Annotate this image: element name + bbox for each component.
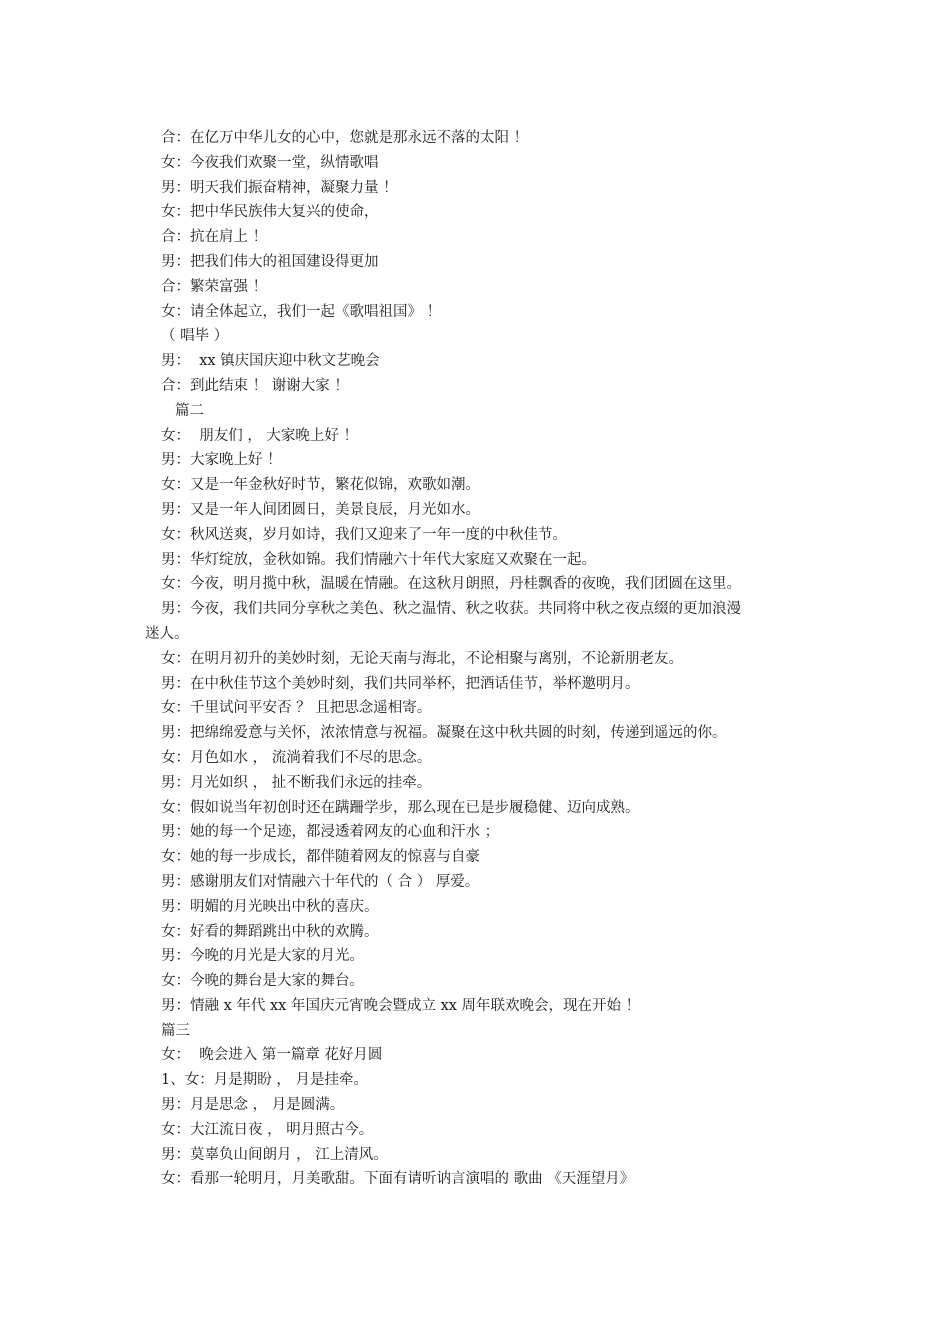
text-line: 女：大江流日夜 ， 明月照古今。 [161,1121,374,1138]
text-line: 女：今夜我们欢聚一堂，纵情歌唱 [161,154,379,171]
text-line: 女：又是一年金秋好时节，繁花似锦，欢歌如潮。 [161,477,480,494]
text-line: 女：在明月初升的美妙时刻，无论天南与海北，不论相聚与离别，不论新朋老友。 [161,650,683,667]
text-line: 女： 晚会进入 第一篇章 花好月圆 [161,1047,383,1064]
text-line: 合：在亿万中华儿女的心中，您就是那永远不落的太阳 ！ [161,130,529,146]
text-line: 合：繁荣富强 ！ [161,278,268,295]
text-line: 合：抗在肩上 ！ [161,229,268,246]
text-line: 男：在中秋佳节这个美妙时刻，我们共同举杯，把酒话佳节，举杯邀明月。 [161,675,640,692]
text-line: 女：请全体起立，我们一起《歌唱祖国》 ！ [161,303,442,320]
text-line: 男：月是思念 ， 月是圆满。 [161,1097,345,1114]
text-line: 男： xx 镇庆国庆迎中秋文艺晚会 [161,353,380,370]
script-text-body [145,126,815,1192]
text-line: 女：她的每一步成长，都伴随着网友的惊喜与自豪 [161,849,480,866]
text-line: 男：把绵绵爱意与关怀，浓浓情意与祝福。凝聚在这中秋共圆的时刻，传递到遥远的你。 [161,725,727,742]
text-line: 男：情融 x 年代 xx 年国庆元宵晚会暨成立 xx 周年联欢晚会，现在开始 ！ [161,997,641,1014]
text-line: 男：明媚的月光映出中秋的喜庆。 [161,898,379,915]
text-line: 女：千里试问平安否 ？ 且把思念遥相寄。 [161,700,432,717]
text-line: 女：月色如水 ， 流淌着我们不尽的思念。 [161,749,432,766]
text-line: 男：莫辜负山间朗月 ， 江上清风。 [161,1146,388,1163]
text-line: 男：月光如织 ， 扯不断我们永远的挂牵。 [161,774,432,791]
text-line: 男：感谢朋友们对情融六十年代的（ 合 ） 厚爱。 [161,873,480,890]
text-line: 女：看那一轮明月，月美歌甜。下面有请听讷言演唱的 歌曲 《天涯望月》 [161,1171,635,1188]
text-line: 女：好看的舞蹈跳出中秋的欢腾。 [161,923,379,940]
text-line: 男：她的每一个足迹，都浸透着网友的心血和汗水 ； [161,824,500,841]
text-line: 女：今夜，明月揽中秋，温暖在情融。在这秋月朗照，丹桂飘香的夜晚，我们团圆在这里。 [161,576,741,593]
text-line: （ 唱毕 ） [161,328,229,345]
text-line: 男：把我们伟大的祖国建设得更加 [161,253,379,270]
text-line: 男：今晚的月光是大家的月光。 [161,948,364,965]
text-line: 1、女：月是期盼 ， 月是挂牵。 [161,1072,368,1089]
text-line: 女：秋风送爽，岁月如诗，我们又迎来了一年一度的中秋佳节。 [161,526,567,543]
text-line: 男：明天我们振奋精神，凝聚力量 ！ [161,179,398,196]
text-line: 男：华灯绽放，金秋如锦。我们情融六十年代大家庭又欢聚在一起。 [161,551,596,568]
text-line: 男：又是一年人间团圆日，美景良辰，月光如水。 [161,501,480,518]
text-line: 合：到此结束 ！ 谢谢大家 ！ [161,377,349,394]
text-line: 女： 朋友们 ， 大家晚上好 ！ [161,427,359,444]
text-line: 女：把中华民族伟大复兴的使命， [161,204,379,221]
text-line: 女：假如说当年初创时还在蹒跚学步，那么现在已是步履稳健、迈向成熟。 [161,799,640,816]
text-line: 男：今夜，我们共同分享秋之美色、秋之温情、秋之收获。共同将中秋之夜点缀的更加浪漫 [161,601,741,618]
text-line: 迷人。 [145,625,189,642]
text-line: 女：今晚的舞台是大家的舞台。 [161,973,364,990]
text-line: 男：大家晚上好 ！ [161,452,282,469]
text-line: 篇二 [175,402,204,419]
text-line: 篇三 [161,1022,190,1039]
